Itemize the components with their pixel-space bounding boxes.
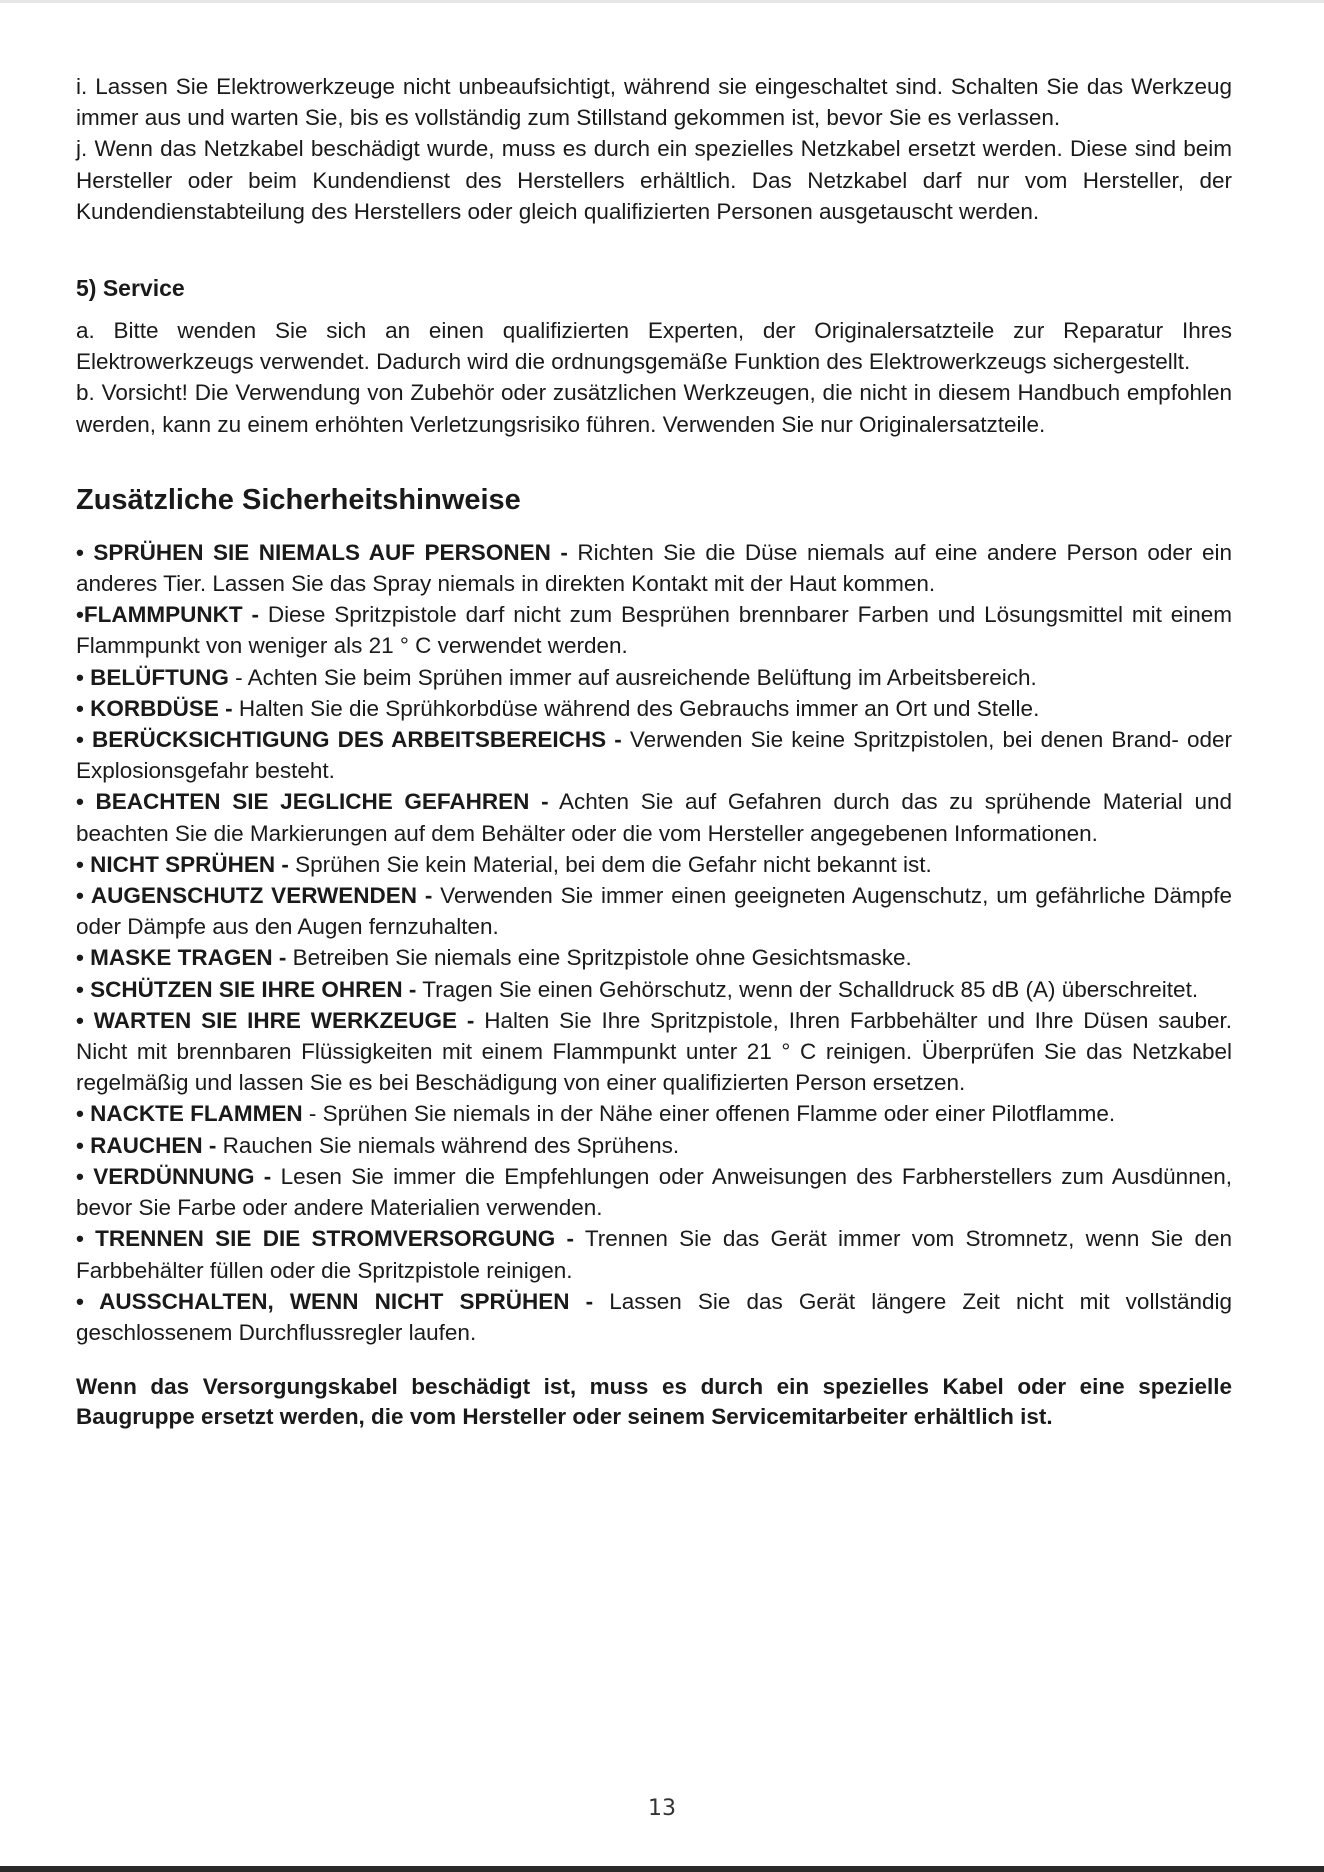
safety-bullet [76,599,1232,661]
safety-bullet-label: • BERÜCKSICHTIGUNG DES ARBEITSBEREICHS - [76,727,622,753]
safety-bullet-text: Tragen Sie einen Gehörschutz, wenn der Schalldruck 85 dB (A) überschreitet. [416,976,1199,1002]
safety-bullet-label: • MASKE TRAGEN - [76,945,287,971]
safety-bullet-text: Lesen Sie immer die Empfehlungen oder Anweisungen des Farbherstellers zum Ausdünnen, bevor Sie Farbe oder andere Materialien verwenden. [76,1163,1232,1221]
paragraph-service-a: a. Bitte wenden Sie sich an einen qualifizierten Experten, der Originalersatzteile zur Reparatur Ihres Elektrowerkzeugs verwendet. Dadurch wird die ordnungsgemäße Funktion des Elektrowerkzeugs sichergestellt. [76,318,1232,375]
spacer [76,518,1232,537]
safety-bullet-label: • WARTEN SIE IHRE WERKZEUGE - [76,1007,475,1033]
safety-bullet [76,1005,1232,1099]
paragraph-service-b: b. Vorsicht! Die Verwendung von Zubehör oder zusätzlichen Werkzeugen, die nicht in diesem Handbuch empfohlen werden, kann zu einem erhöhten Verletzungsrisiko führen. Verwenden Sie nur Originalersatzteile. [76,380,1232,437]
safety-bullet-label: • SPRÜHEN SIE NIEMALS AUF PERSONEN - [76,539,568,565]
safety-bullet [76,537,1232,599]
safety-bullet [76,974,1232,1005]
page-number: 13 [648,1796,676,1821]
spacer [76,227,1232,273]
safety-bullet-text: Halten Sie die Sprühkorbdüse während des Gebrauchs immer an Ort und Stelle. [232,695,1040,721]
paragraph-item-i: i. Lassen Sie Elektrowerkzeuge nicht unbeaufsichtigt, während sie eingeschaltet sind. Schalten Sie das Werkzeug immer aus und warten Sie, bis es vollständig zum Stillstand gekommen ist, bevor Sie es verlassen. [76,74,1232,131]
safety-bullet [76,693,1232,724]
safety-bullet [76,880,1232,942]
safety-bullet [76,724,1232,786]
additional-safety-heading: Zusätzliche Sicherheitshinweise [76,483,521,516]
safety-bullet-label: • RAUCHEN - [76,1132,217,1158]
safety-bullet [76,1223,1232,1285]
safety-bullet [76,942,1232,973]
safety-bullet [76,1161,1232,1223]
bottom-rule [0,1866,1324,1872]
safety-bullet-text: Richten Sie die Düse niemals auf eine andere Person oder ein anderes Tier. Lassen Sie das Spray niemals in direkten Kontakt mit der Haut kommen. [76,539,1233,597]
cable-notice: Wenn das Versorgungskabel beschädigt ist, muss es durch ein spezielles Kabel oder eine spezielle Baugruppe ersetzt werden, die vom Hersteller oder seinem Servicemitarbeiter erhältlich ist. [76,1374,1232,1429]
safety-bullet-label: • BEACHTEN SIE JEGLICHE GEFAHREN - [76,789,549,815]
safety-bullet-label: • AUGENSCHUTZ VERWENDEN - [76,883,433,909]
safety-bullet-text: Verwenden Sie keine Spritzpistolen, bei denen Brand- oder Explosionsgefahr besteht. [76,727,1232,784]
spacer [76,1348,1232,1372]
spacer [76,440,1232,482]
safety-bullet-label: • AUSSCHALTEN, WENN NICHT SPRÜHEN - [76,1288,594,1314]
safety-bullet-label: • NACKTE FLAMMEN [76,1101,303,1127]
safety-bullet-label: • KORBDÜSE - [76,695,233,721]
safety-bullet-label: •FLAMMPUNKT - [76,602,259,628]
safety-bullet-text: Halten Sie Ihre Spritzpistole, Ihren Farbbehälter und Ihre Düsen sauber. Nicht mit brennbaren Flüssigkeiten mit einem Flammpunkt unter 21 ° C reinigen. Überprüfen Sie das Netzkabel regelmäßig und lassen Sie es bei Beschädigung von einer qualifizierten Person ersetzen. [76,1007,1232,1096]
safety-bullet-label: • VERDÜNNUNG - [76,1163,272,1189]
safety-bullet-text: Diese Spritzpistole darf nicht zum Besprühen brennbarer Farben und Lösungsmittel mit einem Flammpunkt von weniger als 21 ° C verwendet werden. [76,602,1232,659]
safety-bullet-label: • NICHT SPRÜHEN - [76,851,289,877]
safety-bullet [76,1098,1232,1129]
service-heading: 5) Service [76,275,185,302]
safety-bullet-text: - Achten Sie beim Sprühen immer auf ausreichende Belüftung im Arbeitsbereich. [228,664,1037,690]
safety-bullet [76,1286,1232,1348]
safety-bullet-label: • TRENNEN SIE DIE STROMVERSORGUNG - [76,1226,575,1252]
safety-bullet-text: Lassen Sie das Gerät längere Zeit nicht mit vollständig geschlossenem Durchflussregler laufen. [76,1288,1232,1345]
paragraph-item-j: j. Wenn das Netzkabel beschädigt wurde, muss es durch ein spezielles Netzkabel ersetzt werden. Diese sind beim Hersteller oder beim Kundendienst des Herstellers erhältlich. Das Netzkabel darf nur vom Hersteller, der Kundendienstabteilung des Herstellers oder gleich qualifizierten Personen ausgetauscht werden. [76,136,1232,224]
safety-bullet-text: Betreiben Sie niemals eine Spritzpistole ohne Gesichtsmaske. [286,945,912,971]
safety-bullet-text: Rauchen Sie niemals während des Sprühens. [216,1132,680,1158]
safety-bullet-text: Trennen Sie das Gerät immer vom Stromnetz, wenn Sie den Farbbehälter füllen oder die Spritzpistole reinigen. [76,1226,1233,1283]
safety-bullet-text: Achten Sie auf Gefahren durch das zu sprühende Material und beachten Sie die Markierungen auf dem Behälter oder die vom Hersteller angegebenen Informationen. [76,789,1233,846]
safety-bullet-text: - Sprühen Sie niemals in der Nähe einer offenen Flamme oder einer Pilotflamme. [302,1101,1116,1127]
safety-bullet-label: • BELÜFTUNG [76,664,229,690]
safety-bullet [76,786,1232,848]
safety-bullet-text: Sprühen Sie kein Material, bei dem die Gefahr nicht bekannt ist. [288,851,932,877]
top-rule [0,0,1324,3]
manual-page [76,71,1232,1431]
safety-bullet [76,1130,1232,1161]
safety-bullet-text: Verwenden Sie immer einen geeigneten Augenschutz, um gefährliche Dämpfe oder Dämpfe aus den Augen fernzuhalten. [76,883,1232,940]
safety-bullet-label: • SCHÜTZEN SIE IHRE OHREN - [76,976,417,1002]
safety-bullet-list [76,537,1232,1348]
safety-bullet [76,662,1232,693]
spacer [76,304,1232,315]
safety-bullet [76,849,1232,880]
